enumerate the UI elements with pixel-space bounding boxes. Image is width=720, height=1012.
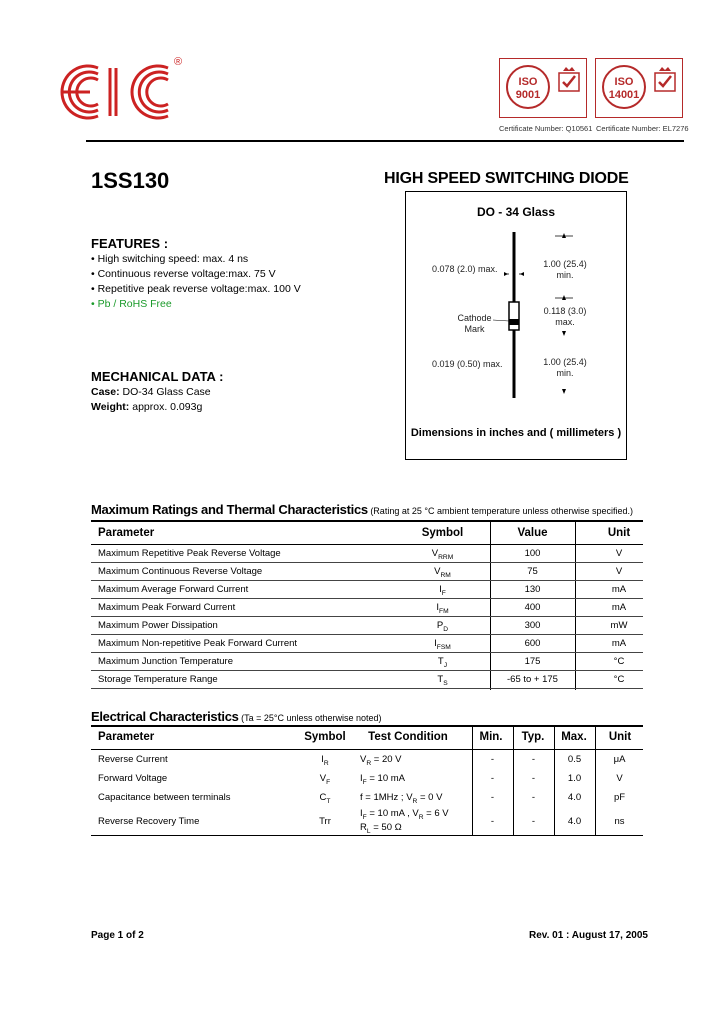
page-number: Page 1 of 2 xyxy=(91,930,144,941)
ratings-symbol: $V_{RM}$ xyxy=(434,566,451,579)
electrical-max: 4.0 xyxy=(567,816,582,827)
electrical-symbol: $C_T$ xyxy=(319,792,331,805)
col-test-condition: Test Condition xyxy=(368,731,448,743)
electrical-condition: $V_R = 20$ V xyxy=(360,754,402,767)
col-unit: Unit xyxy=(608,731,632,743)
feature-item: • High switching speed: max. 4 ns xyxy=(91,253,249,265)
ratings-value: -65 to + 175 xyxy=(507,674,558,685)
eic-logo xyxy=(58,60,188,124)
ratings-value: 600 xyxy=(524,638,541,649)
iso-seal: ISO 14001 xyxy=(602,65,646,109)
electrical-unit: V xyxy=(616,773,623,784)
electrical-bottom-border xyxy=(91,835,643,836)
col-min: Min. xyxy=(479,731,503,743)
electrical-condition-line2: $R_L = 50$ Ω xyxy=(360,822,402,835)
ratings-unit: °C xyxy=(613,656,625,667)
electrical-condition: $I_F = 10$ mA xyxy=(360,773,405,786)
ratings-symbol: $T_J$ xyxy=(437,656,448,669)
electrical-param: Reverse Recovery Time xyxy=(98,816,200,827)
ratings-value: 75 xyxy=(527,566,538,577)
ratings-symbol: $I_{FM}$ xyxy=(436,602,449,615)
electrical-typ: - xyxy=(531,792,536,803)
electrical-min: - xyxy=(490,816,495,827)
ratings-row-border xyxy=(91,670,643,671)
col-unit: Unit xyxy=(607,527,631,539)
mechanical-heading: MECHANICAL DATA : xyxy=(91,369,224,384)
device-description: HIGH SPEED SWITCHING DIODE xyxy=(384,170,629,187)
certificate-number: Certificate Number: EL7276 xyxy=(596,124,689,133)
package-title: DO - 34 Glass xyxy=(476,205,556,219)
electrical-typ: - xyxy=(531,754,536,765)
case-spec: Case: DO-34 Glass Case xyxy=(91,386,211,398)
electrical-min: - xyxy=(490,773,495,784)
body-length-dim: 0.118 (3.0) max. xyxy=(543,306,587,327)
electrical-min: - xyxy=(490,754,495,765)
col-typ: Typ. xyxy=(521,731,545,743)
dimensions-note: Dimensions in inches and ( millimeters ) xyxy=(410,427,622,439)
col-symbol: Symbol xyxy=(421,527,464,539)
revision-date: Rev. 01 : August 17, 2005 xyxy=(529,930,648,941)
ratings-value: 400 xyxy=(524,602,541,613)
electrical-unit: μA xyxy=(613,754,626,765)
electrical-typ: - xyxy=(531,773,536,784)
ratings-value: 175 xyxy=(524,656,541,667)
electrical-unit: pF xyxy=(613,792,626,803)
ratings-symbol: $I_F$ xyxy=(439,584,446,597)
feature-item: • Repetitive peak reverse voltage:max. 100 V xyxy=(91,283,301,295)
crown-check-icon xyxy=(652,65,678,101)
ratings-row-border xyxy=(91,598,643,599)
feature-item-rohs: • Pb / RoHS Free xyxy=(91,298,172,310)
electrical-param: Reverse Current xyxy=(98,754,168,765)
certificate-number: Certificate Number: Q10561 xyxy=(499,124,593,133)
ratings-param: Storage Temperature Range xyxy=(98,674,218,685)
electrical-symbol: $I_R$ xyxy=(321,754,329,767)
ratings-unit: mW xyxy=(610,620,628,631)
features-heading: FEATURES : xyxy=(91,236,169,251)
ratings-top-border xyxy=(91,520,643,522)
bottom-lead-length-dim: 1.00 (25.4) min. xyxy=(543,357,587,378)
ratings-unit: mA xyxy=(611,602,627,613)
ratings-param: Maximum Power Dissipation xyxy=(98,620,218,631)
ratings-symbol: $T_S$ xyxy=(437,674,448,687)
ratings-value: 100 xyxy=(524,548,541,559)
registered-mark: ® xyxy=(174,56,183,68)
weight-spec: Weight: approx. 0.093g xyxy=(91,401,203,413)
feature-item: • Continuous reverse voltage:max. 75 V xyxy=(91,268,276,280)
col-value: Value xyxy=(517,527,548,539)
col-parameter: Parameter xyxy=(98,527,155,539)
ratings-param: Maximum Continuous Reverse Voltage xyxy=(98,566,263,577)
lead-diameter-dim: 0.078 (2.0) max. xyxy=(432,264,498,274)
electrical-condition: $I_F = 10$ mA , $V_R = 6$ V xyxy=(360,808,449,821)
electrical-header-border xyxy=(91,749,643,750)
ratings-unit: V xyxy=(615,566,623,577)
electrical-top-border xyxy=(91,725,643,727)
ratings-symbol: $I_{FSM}$ xyxy=(434,638,451,651)
ratings-unit: mA xyxy=(611,584,627,595)
ratings-symbol: $V_{RRM}$ xyxy=(431,548,454,561)
header-divider xyxy=(86,140,684,142)
electrical-max: 1.0 xyxy=(567,773,582,784)
ratings-param: Maximum Non-repetitive Peak Forward Current xyxy=(98,638,298,649)
wire-diameter-dim: 0.019 (0.50) max. xyxy=(432,359,503,369)
crown-check-icon xyxy=(556,65,582,101)
top-lead-length-dim: 1.00 (25.4) min. xyxy=(543,259,587,280)
part-number: 1SS130 xyxy=(91,168,170,193)
ratings-col-divider xyxy=(575,521,576,690)
iso-seal: ISO 9001 xyxy=(506,65,550,109)
ratings-row-border xyxy=(91,634,643,635)
ratings-header-border xyxy=(91,544,643,545)
iso14001-certificate xyxy=(595,58,683,118)
cathode-mark-label: Cathode Mark xyxy=(457,313,492,334)
ratings-row-border xyxy=(91,688,643,689)
ratings-row-border xyxy=(91,562,643,563)
ratings-row-border xyxy=(91,652,643,653)
electrical-condition: f = 1MHz ; $V_R = 0$ V xyxy=(360,792,443,805)
diode-drawing xyxy=(405,228,627,408)
ratings-param: Maximum Peak Forward Current xyxy=(98,602,236,613)
electrical-param: Forward Voltage xyxy=(98,773,168,784)
ratings-row-border xyxy=(91,580,643,581)
electrical-max: 0.5 xyxy=(567,754,582,765)
ratings-value: 130 xyxy=(524,584,541,595)
iso9001-certificate xyxy=(499,58,587,118)
col-max: Max. xyxy=(561,731,587,743)
ratings-symbol: $P_D$ xyxy=(436,620,449,633)
ratings-param: Maximum Junction Temperature xyxy=(98,656,233,667)
col-parameter: Parameter xyxy=(98,731,155,743)
electrical-min: - xyxy=(490,792,495,803)
electrical-symbol: Trr xyxy=(319,816,331,827)
ratings-heading: Maximum Ratings and Thermal Characteristics (Rating at 25 °C ambient temperature unless otherwise specified.) xyxy=(91,502,634,517)
electrical-max: 4.0 xyxy=(567,792,582,803)
electrical-unit: ns xyxy=(614,816,625,827)
ratings-unit: V xyxy=(615,548,623,559)
electrical-typ: - xyxy=(531,816,536,827)
electrical-param: Capacitance between terminals xyxy=(98,792,231,803)
ratings-value: 300 xyxy=(524,620,541,631)
ratings-param: Maximum Average Forward Current xyxy=(98,584,249,595)
electrical-symbol: $V_F$ xyxy=(319,773,331,786)
electrical-heading: Electrical Characteristics (Ta = 25°C unless otherwise noted) xyxy=(91,709,382,724)
ratings-param: Maximum Repetitive Peak Reverse Voltage xyxy=(98,548,281,559)
ratings-unit: °C xyxy=(613,674,625,685)
ratings-row-border xyxy=(91,616,643,617)
col-symbol: Symbol xyxy=(304,731,346,743)
ratings-unit: mA xyxy=(611,638,627,649)
